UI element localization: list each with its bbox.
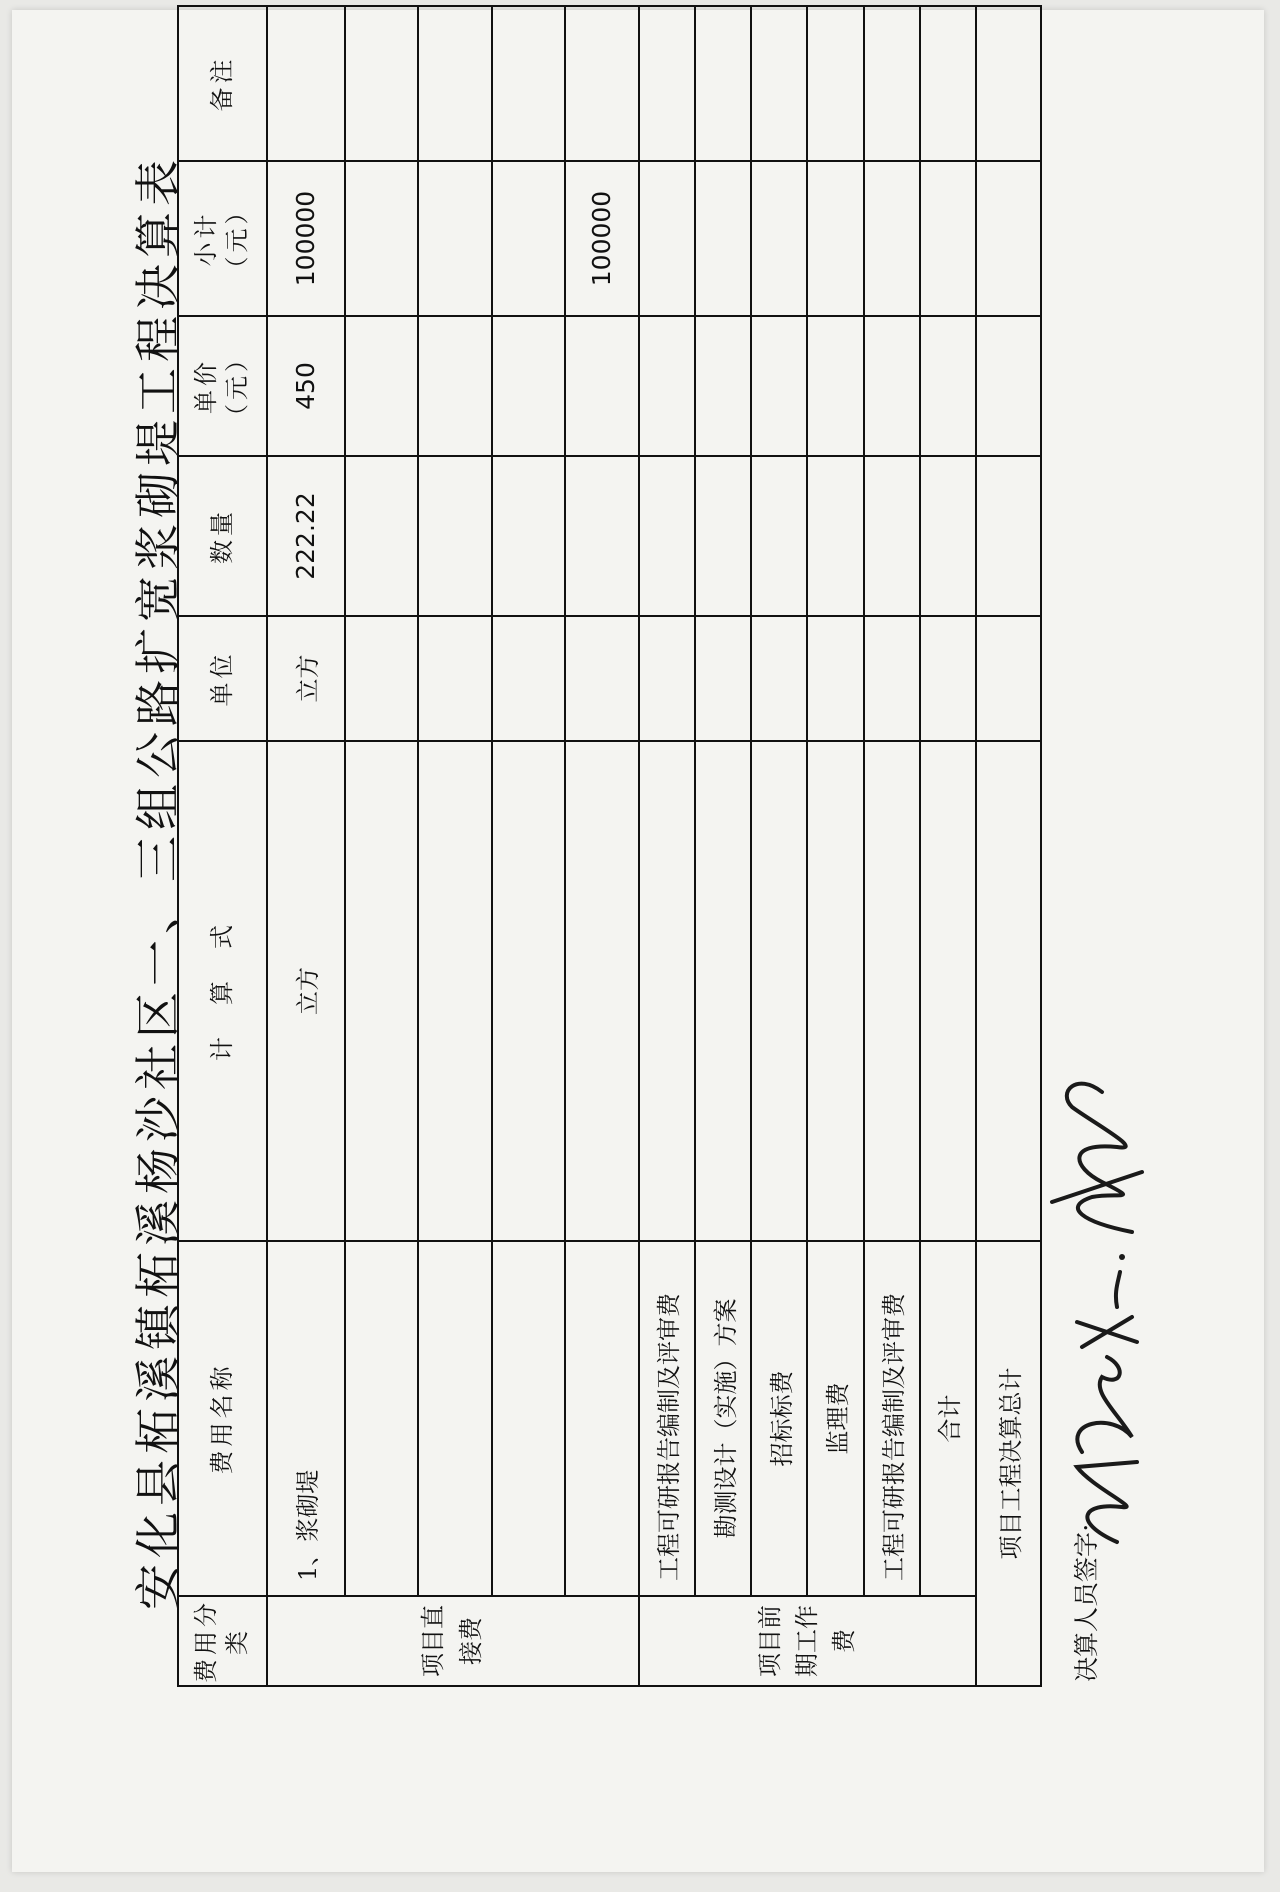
cell-unit <box>695 616 751 741</box>
cell-formula <box>807 741 863 1241</box>
group-preliminary-cost: 项目前期工作费 <box>639 1596 976 1686</box>
cell-unit-price <box>345 316 419 456</box>
cell-remark <box>695 6 751 161</box>
cell-unit-price <box>639 316 695 456</box>
rotated-page <box>12 10 1280 1892</box>
total-unit-price <box>976 316 1041 456</box>
cell-name <box>492 1241 566 1596</box>
cell-quantity <box>695 456 751 616</box>
cell-subtotal <box>695 161 751 316</box>
cell-unit-price <box>418 316 492 456</box>
handwritten-signature <box>1022 1042 1172 1562</box>
cell-name: 合计 <box>920 1241 976 1596</box>
cell-name <box>565 1241 639 1596</box>
cell-name: 勘测设计（实施）方案 <box>695 1241 751 1596</box>
cell-subtotal <box>492 161 566 316</box>
cell-subtotal <box>639 161 695 316</box>
cell-formula <box>639 741 695 1241</box>
cell-unit-price: 450 <box>267 316 345 456</box>
cell-subtotal <box>751 161 807 316</box>
header-unit: 单位 <box>178 616 267 741</box>
cell-quantity <box>345 456 419 616</box>
cell-formula <box>864 741 920 1241</box>
cell-unit <box>751 616 807 741</box>
cell-formula <box>695 741 751 1241</box>
cell-quantity <box>807 456 863 616</box>
cell-unit <box>639 616 695 741</box>
table-row <box>695 6 751 1686</box>
cell-remark <box>920 6 976 161</box>
cell-quantity: 222.22 <box>267 456 345 616</box>
header-category: 费用分类 <box>178 1596 267 1686</box>
cell-remark <box>418 6 492 161</box>
cell-formula: 立方 <box>267 741 345 1241</box>
cell-quantity <box>864 456 920 616</box>
total-label: 项目工程决算总计 <box>976 1241 1041 1686</box>
cell-quantity <box>920 456 976 616</box>
table-row <box>418 6 492 1686</box>
table-row <box>751 6 807 1686</box>
group-direct-cost: 项目直接费 <box>267 1596 639 1686</box>
cell-unit: 立方 <box>267 616 345 741</box>
cell-unit <box>492 616 566 741</box>
cell-subtotal: 100000 <box>565 161 639 316</box>
table-row <box>345 6 419 1686</box>
cell-name: 工程可研报告编制及评审费 <box>639 1241 695 1596</box>
header-subtotal: 小计（元） <box>178 161 267 316</box>
cell-remark <box>751 6 807 161</box>
cell-formula <box>751 741 807 1241</box>
cell-unit-price <box>864 316 920 456</box>
cell-remark <box>492 6 566 161</box>
cell-subtotal: 100000 <box>267 161 345 316</box>
cell-formula <box>565 741 639 1241</box>
cell-unit <box>807 616 863 741</box>
total-remark <box>976 6 1041 161</box>
cell-formula <box>345 741 419 1241</box>
cell-name: 1、浆砌堤 <box>267 1241 345 1596</box>
cell-subtotal <box>807 161 863 316</box>
cell-remark <box>807 6 863 161</box>
cell-formula <box>920 741 976 1241</box>
cell-remark <box>565 6 639 161</box>
header-unit-price: 单价（元） <box>178 316 267 456</box>
cell-quantity <box>418 456 492 616</box>
header-row <box>178 6 267 1686</box>
table-row <box>639 6 695 1686</box>
document-title: 安化县柘溪镇柘溪杨沙社区一、三组公路扩宽浆砌堤工程决算表 <box>131 154 185 1610</box>
settlement-table <box>177 5 1042 1687</box>
cell-unit <box>920 616 976 741</box>
cell-unit-price <box>492 316 566 456</box>
total-subtotal <box>976 161 1041 316</box>
cell-name: 招标标费 <box>751 1241 807 1596</box>
header-formula: 计 算 式 <box>178 741 267 1241</box>
cell-remark <box>267 6 345 161</box>
cell-unit <box>565 616 639 741</box>
cell-remark <box>639 6 695 161</box>
signer-label: 决算人员签字: <box>1072 1523 1101 1682</box>
cell-subtotal <box>920 161 976 316</box>
table-row <box>920 6 976 1686</box>
table-row <box>565 6 639 1686</box>
header-quantity: 数量 <box>178 456 267 616</box>
cell-remark <box>864 6 920 161</box>
cell-unit-price <box>695 316 751 456</box>
cell-unit-price <box>751 316 807 456</box>
cell-unit-price <box>807 316 863 456</box>
table-row <box>864 6 920 1686</box>
header-remark: 备注 <box>178 6 267 161</box>
cell-subtotal <box>864 161 920 316</box>
cell-quantity <box>565 456 639 616</box>
cell-formula <box>492 741 566 1241</box>
cell-quantity <box>492 456 566 616</box>
cell-name <box>418 1241 492 1596</box>
cell-name: 监理费 <box>807 1241 863 1596</box>
cell-subtotal <box>345 161 419 316</box>
header-name: 费用名称 <box>178 1241 267 1596</box>
cell-quantity <box>751 456 807 616</box>
cell-unit <box>864 616 920 741</box>
document-sheet <box>12 10 1264 1872</box>
cell-unit <box>418 616 492 741</box>
cell-subtotal <box>418 161 492 316</box>
cell-quantity <box>639 456 695 616</box>
cell-name: 工程可研报告编制及评审费 <box>864 1241 920 1596</box>
cell-unit <box>345 616 419 741</box>
table-row <box>807 6 863 1686</box>
cell-remark <box>345 6 419 161</box>
cell-formula <box>418 741 492 1241</box>
table-row <box>492 6 566 1686</box>
total-unit <box>976 616 1041 741</box>
total-quantity <box>976 456 1041 616</box>
cell-unit-price <box>565 316 639 456</box>
table-row <box>267 6 345 1686</box>
cell-name <box>345 1241 419 1596</box>
cell-unit-price <box>920 316 976 456</box>
